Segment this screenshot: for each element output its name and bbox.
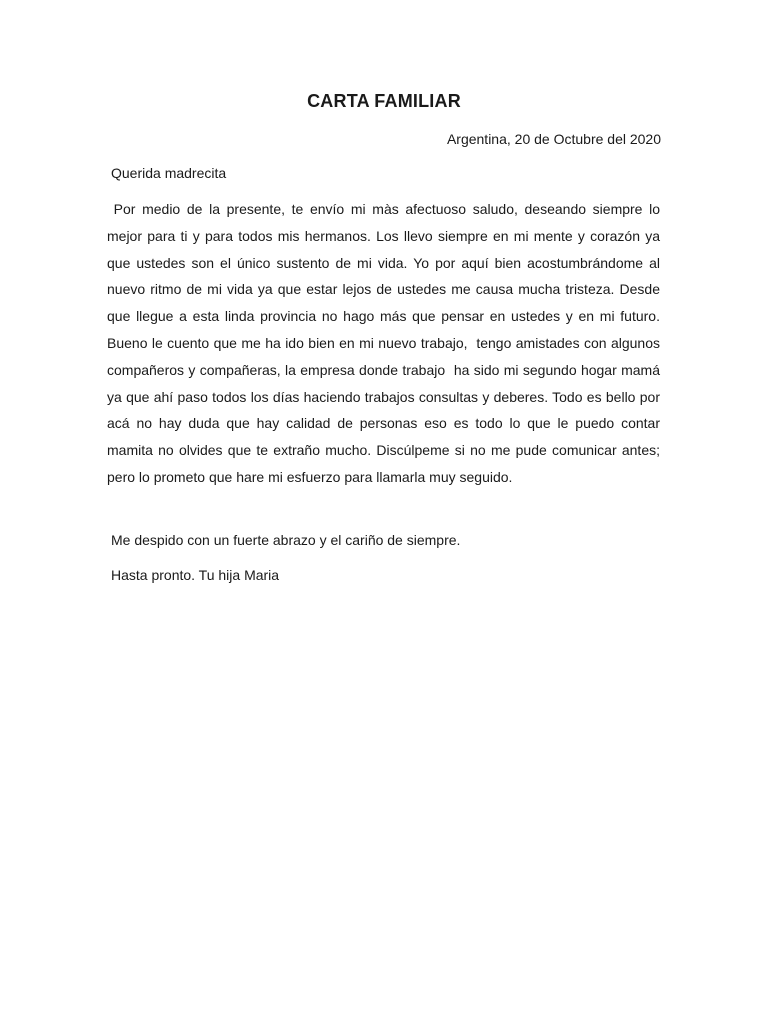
date-line: Argentina, 20 de Octubre del 2020 [446, 131, 661, 147]
closing-line: Me despido con un fuerte abrazo y el cariño de siempre. [111, 532, 461, 548]
signature-line: Hasta pronto. Tu hija Maria [111, 567, 280, 583]
greeting: Querida madrecita [111, 165, 227, 181]
letter-body: Por medio de la presente, te envío mi màs afectuoso saludo, deseando siempre lo mejor para ti y para todos mis hermanos. Los llevo siempre en mi mente y corazón ya que ustedes son el único sustento de mi vida. Yo por aquí bien acostumbrándome al nuevo ritmo de mi vida ya que estar lejos de ustedes me causa mucha tristeza. Desde que llegue a esta linda provincia no hago más que pensar en ustedes y en mi futuro. Bueno le cuento que me ha ido bien en mi nuevo trabajo, tengo amistades con algunos compañeros y compañeras, la empresa donde trabajo ha sido mi segundo hogar mamá ya que ahí paso todos los días haciendo trabajos consultas y deberes. Todo es bello por acá no hay duda que hay calidad de personas eso es todo lo que le puedo contar mamita no olvides que te extraño mucho. Discúlpeme si no me pude comunicar antes; pero lo prometo que hare mi esfuerzo para llamarla muy seguido. [107, 201, 664, 485]
letter-title: CARTA FAMILIAR [307, 91, 461, 111]
